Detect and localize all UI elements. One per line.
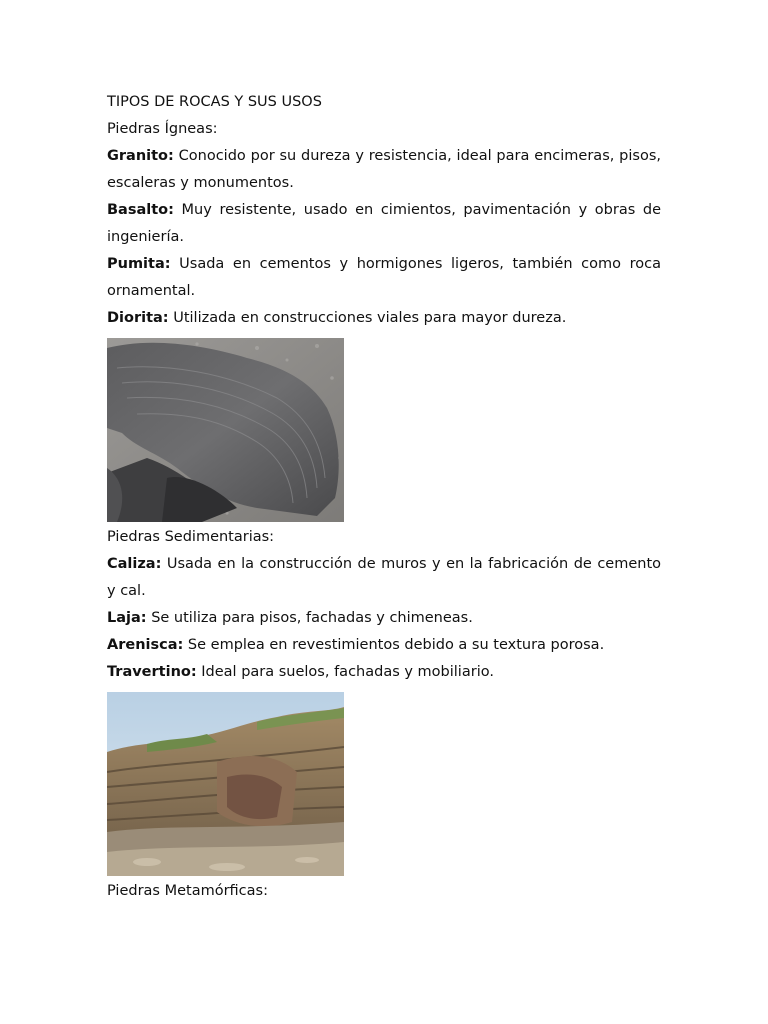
rock-description: Usada en cementos y hormigones ligeros, también como roca ornamental. bbox=[107, 256, 661, 299]
rock-term: Basalto: bbox=[107, 202, 174, 218]
rock-item-granito bbox=[107, 143, 661, 197]
rock-description: Conocido por su dureza y resistencia, ideal para encimeras, pisos, escaleras y monumentos. bbox=[107, 148, 662, 191]
sedimentary-rock-photo bbox=[107, 692, 344, 876]
document-title: TIPOS DE ROCAS Y SUS USOS bbox=[107, 94, 322, 110]
rock-term: Arenisca: bbox=[107, 637, 184, 653]
rock-item-pumita bbox=[107, 251, 661, 305]
rock-item-travertino bbox=[107, 659, 661, 686]
rock-description: Usada en la construcción de muros y en la fabricación de cemento y cal. bbox=[107, 556, 661, 599]
rock-item-diorita bbox=[107, 305, 661, 332]
igneous-rock-photo bbox=[107, 338, 344, 522]
rock-term: Pumita: bbox=[107, 256, 171, 272]
rock-item-caliza bbox=[107, 551, 661, 605]
document-page bbox=[107, 89, 661, 905]
rock-term: Diorita: bbox=[107, 310, 169, 326]
rock-description: Ideal para suelos, fachadas y mobiliario. bbox=[201, 664, 494, 680]
rock-item-laja bbox=[107, 605, 661, 632]
section-heading-sedimentarias: Piedras Sedimentarias: bbox=[107, 529, 275, 545]
section-heading-igneas: Piedras Ígneas: bbox=[107, 121, 218, 137]
rock-term: Laja: bbox=[107, 610, 147, 626]
rock-item-arenisca bbox=[107, 632, 661, 659]
rock-description: Se utiliza para pisos, fachadas y chimeneas. bbox=[151, 610, 473, 626]
rock-description: Utilizada en construcciones viales para mayor dureza. bbox=[173, 310, 567, 326]
rock-term: Granito: bbox=[107, 148, 174, 164]
rock-term: Travertino: bbox=[107, 664, 197, 680]
rock-term: Caliza: bbox=[107, 556, 162, 572]
section-heading-metamorficas: Piedras Metamórficas: bbox=[107, 883, 268, 899]
rock-description: Muy resistente, usado en cimientos, pavimentación y obras de ingeniería. bbox=[107, 202, 662, 245]
rock-item-basalto bbox=[107, 197, 661, 251]
rock-description: Se emplea en revestimientos debido a su textura porosa. bbox=[187, 637, 605, 653]
